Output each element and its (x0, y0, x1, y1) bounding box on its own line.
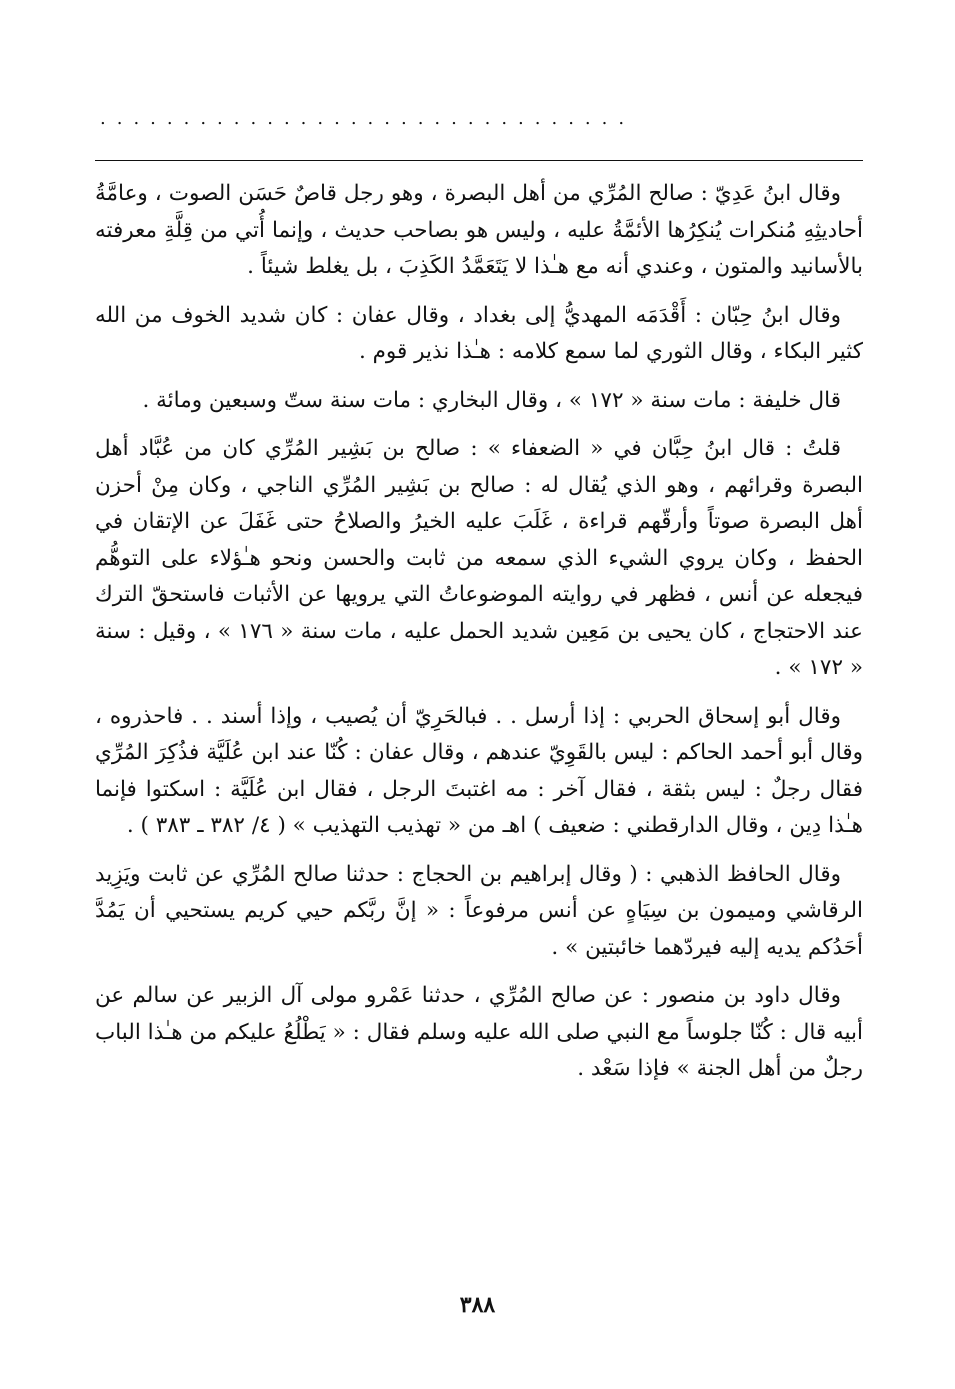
paragraph-ibn-adi: وقال ابنُ عَدِيّ : صالح المُرِّي من أهل البصرة ، وهو رجل قاصٌ حَسَن الصوت ، وعامَّةُ أحاديثِهِ مُنكرات يُنكِرُها الأئمَّةُ عليه ، وليس هو بصاحب حديث ، وإنما أُتي من قِلَّةِ معرفته بالأسانيد والمتون ، وعندي أنه مع هـٰذا لا يَتَعَمَّدُ الكَذِبَ ، بل يغلط شيئاً . (95, 181, 863, 279)
header-rule (95, 160, 863, 161)
header-dotted-line: ................................ (100, 112, 636, 126)
page-number: ٣٨٨ (459, 1292, 496, 1318)
paragraph-abu-ishaq: وقال أبو إسحاق الحربي : إذا أرسل . . فبالحَرِيّ أن يُصيب ، وإذا أسند . . فاحذروه ، وقال أبو أحمد الحاكم : ليس بالقَوِيّ عندهم ، وقال عفان : كُنّا عند ابن عُلَيَّة فذُكِرَ المُرِّي فقال رجلٌ : ليس بثقة ، فقال آخر : مه اغتبتَ الرجل ، فقال ابن عُلَيَّة : اسكتوا فإنما هـٰذا دِين ، وقال الدارقطني : ضعيف ) اهـ من « تهذيب التهذيب » ( ٤/ ٣٨٢ ـ ٣٨٣ ) . (95, 703, 863, 838)
paragraph-khalifa: قال خليفة : مات سنة « ١٧٢ » ، وقال البخاري : مات سنة ستّ وسبعين ومائة . (142, 387, 841, 413)
paragraph-qultu: قلتُ : قال ابنُ حِبَّان في « الضعفاء » : صالح بن بَشِير المُرِّي كان من عُبَّاد أهل البصرة وقرائهم ، وهو الذي يُقال له : صالح بن بَشِير المُرِّي الناجي ، وكان مِنْ أحزن أهل البصرة صوتاً وأرقّهم قراءة ، غَلَبَ عليه الخيرُ والصلاحُ حتى غَفَلَ عن الإتقان في الحفظ ، وكان يروي الشيء الذي سمعه من ثابت والحسن ونحو هـٰؤلاء على التوهُّم فيجعله عن أنس ، فظهر في روايته الموضوعاتُ التي يرويها عن الأثبات فاستحقّ الترك عند الاحتجاج ، كان يحيى بن مَعِين شديد الحمل عليه ، مات سنة « ١٧٦ » ، وقيل : سنة « ١٧٢ » . (95, 436, 864, 680)
paragraph-ibn-hibban: وقال ابنُ حِبّان : أَقْدَمَه المهديُّ إلى بغداد ، وقال عفان : كان شديد الخوف من الله كثير البكاء ، وقال الثوري لما سمع كلامه : هـٰذا نذير قوم . (95, 302, 863, 364)
page-body (95, 176, 863, 1100)
paragraph-dawud: وقال داود بن منصور : عن صالح المُرِّي ، حدثنا عَمْرو مولى آل الزبير عن سالم عن أبيه قال : كُنّا جلوساً مع النبي صلى الله عليه وسلم فقال : « يَطْلُعُ عليكم من هـٰذا الباب رجلٌ من أهل الجنة » فإذا سَعْد . (95, 983, 863, 1081)
paragraph-dhahabi: وقال الحافظ الذهبي : ( وقال إبراهيم بن الحجاج : حدثنا صالح المُرِّي عن ثابت ويَزِيد الرقاشي وميمون بن سِيَاهٍ عن أنس مرفوعاً : « إنَّ ربَّكم حيي كريم يستحيي أن يَمُدَّ أحَدُكم يديه إليه فيردّهما خائبتين » . (95, 861, 863, 960)
